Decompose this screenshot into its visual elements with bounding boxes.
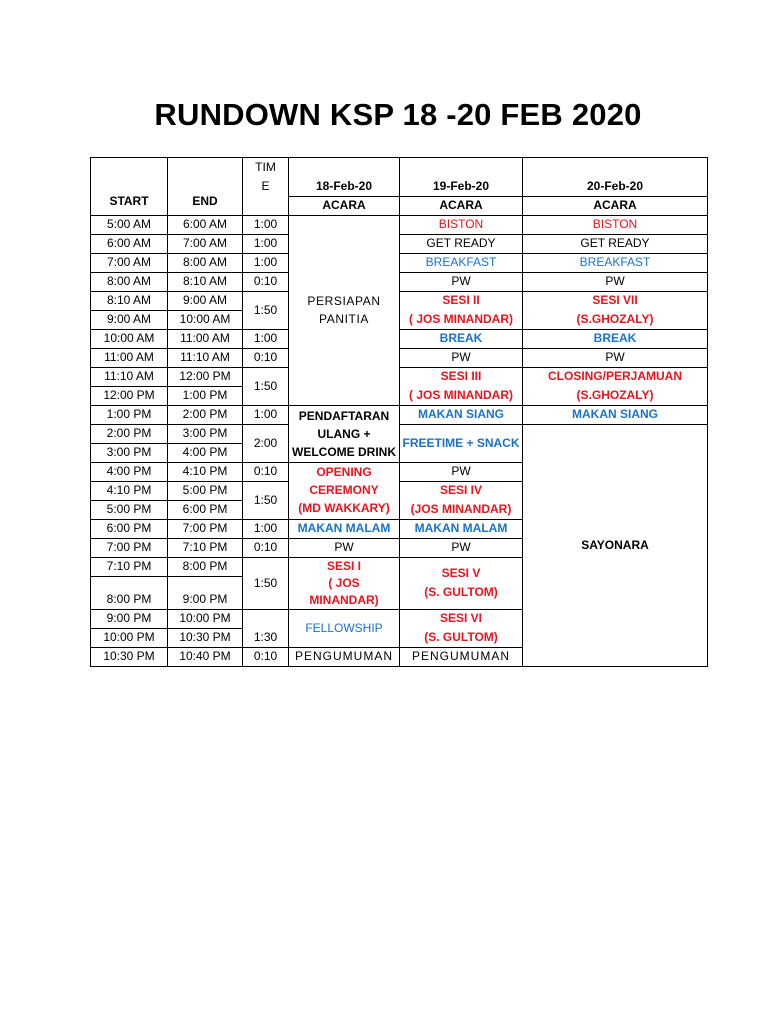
sesi-v-speaker: (S. GULTOM) xyxy=(424,585,498,599)
day1-sesi-i xyxy=(289,557,400,609)
day1-fellowship: FELLOWSHIP xyxy=(289,609,400,647)
acara-label-19: ACARA xyxy=(400,196,523,215)
cell-end: 1:00 PM xyxy=(168,386,243,405)
table-row xyxy=(91,329,708,348)
cell-start: 6:00 AM xyxy=(91,234,168,253)
cell-end: 6:00 AM xyxy=(168,215,243,234)
cell-duration: 1:30 xyxy=(243,609,289,647)
day2-freetime-snack: FREETIME + SNACK xyxy=(400,424,523,462)
cell-start: 4:10 PM xyxy=(91,481,168,500)
cell-start: 9:00 AM xyxy=(91,310,168,329)
day2-pengumuman: PENGUMUMAN xyxy=(400,647,523,666)
day1-makan-malam: MAKAN MALAM xyxy=(289,519,400,538)
cell-duration: 1:50 xyxy=(243,557,289,609)
cell-end: 10:00 PM xyxy=(168,609,243,628)
table-row xyxy=(91,272,708,291)
cell-duration: 1:00 xyxy=(243,405,289,424)
cell-end: 9:00 AM xyxy=(168,291,243,310)
header-date-20: 20-Feb-20 xyxy=(523,158,708,197)
cell-end: 7:00 AM xyxy=(168,234,243,253)
cell-end: 10:00 AM xyxy=(168,310,243,329)
cell-duration: 1:50 xyxy=(243,291,289,329)
day2-sesi-iii xyxy=(400,367,523,405)
pendaftaran-line2: ULANG + xyxy=(317,426,371,441)
day3-breakfast: BREAKFAST xyxy=(523,253,708,272)
cell-start: 10:30 PM xyxy=(91,647,168,666)
cell-end: 4:10 PM xyxy=(168,462,243,481)
table-row xyxy=(91,348,708,367)
day3-biston: BISTON xyxy=(523,215,708,234)
cell-duration: 1:00 xyxy=(243,253,289,272)
day2-sesi-ii xyxy=(400,291,523,329)
cell-duration: 1:00 xyxy=(243,519,289,538)
cell-end: 8:00 PM xyxy=(168,557,243,576)
cell-start: 5:00 PM xyxy=(91,500,168,519)
cell-duration: 1:00 xyxy=(243,215,289,234)
cell-end: 9:00 PM xyxy=(168,576,243,609)
sesi-i-speaker-line1: ( JOS xyxy=(328,575,360,590)
cell-end: 11:10 AM xyxy=(168,348,243,367)
cell-duration: 0:10 xyxy=(243,272,289,291)
cell-duration: 0:10 xyxy=(243,462,289,481)
day2-pw: PW xyxy=(400,538,523,557)
cell-start: 6:00 PM xyxy=(91,519,168,538)
cell-duration: 1:50 xyxy=(243,481,289,519)
day3-sayonara: SAYONARA xyxy=(523,424,708,666)
header-time xyxy=(243,158,289,197)
day3-closing-perjamuan xyxy=(523,367,708,405)
header-time-line1: TIM xyxy=(255,160,276,174)
day3-get-ready: GET READY xyxy=(523,234,708,253)
cell-start: 12:00 PM xyxy=(91,386,168,405)
cell-end: 3:00 PM xyxy=(168,424,243,443)
cell-end: 10:30 PM xyxy=(168,628,243,647)
day2-pw: PW xyxy=(400,272,523,291)
persiapan-line1: PERSIAPAN xyxy=(307,293,381,308)
cell-start: 2:00 PM xyxy=(91,424,168,443)
header-end: END xyxy=(168,158,243,216)
day1-persiapan-panitia xyxy=(289,215,400,405)
sesi-vii-title: SESI VII xyxy=(592,293,638,307)
page-title: RUNDOWN KSP 18 -20 FEB 2020 xyxy=(154,97,642,132)
day2-breakfast: BREAKFAST xyxy=(400,253,523,272)
day1-opening-ceremony xyxy=(289,462,400,519)
cell-duration: 0:10 xyxy=(243,647,289,666)
day3-sesi-vii xyxy=(523,291,708,329)
cell-start: 4:00 PM xyxy=(91,462,168,481)
cell-start: 8:10 AM xyxy=(91,291,168,310)
header-date-19: 19-Feb-20 xyxy=(400,158,523,197)
cell-end: 12:00 PM xyxy=(168,367,243,386)
cell-end: 8:10 AM xyxy=(168,272,243,291)
sesi-iv-title: SESI IV xyxy=(439,483,483,497)
cell-start: 11:10 AM xyxy=(91,367,168,386)
day2-makan-siang: MAKAN SIANG xyxy=(400,405,523,424)
acara-label-20: ACARA xyxy=(523,196,708,215)
cell-end: 11:00 AM xyxy=(168,329,243,348)
cell-start: 8:00 AM xyxy=(91,272,168,291)
sesi-vii-speaker: (S.GHOZALY) xyxy=(576,312,654,326)
sesi-ii-title: SESI II xyxy=(442,293,480,307)
cell-start: 11:00 AM xyxy=(91,348,168,367)
cell-start: 10:00 AM xyxy=(91,329,168,348)
header-row xyxy=(91,158,708,197)
cell-end: 5:00 PM xyxy=(168,481,243,500)
cell-duration: 1:00 xyxy=(243,234,289,253)
cell-duration: 1:00 xyxy=(243,329,289,348)
sesi-vi-speaker: (S. GULTOM) xyxy=(424,630,498,644)
table-row xyxy=(91,291,708,310)
closing-speaker: (S.GHOZALY) xyxy=(576,388,654,402)
cell-end: 6:00 PM xyxy=(168,500,243,519)
cell-duration: 0:10 xyxy=(243,348,289,367)
day2-pw: PW xyxy=(400,462,523,481)
cell-end: 2:00 PM xyxy=(168,405,243,424)
day2-sesi-v xyxy=(400,557,523,609)
header-time-line2: E xyxy=(261,179,270,193)
table-row xyxy=(91,234,708,253)
rundown-table xyxy=(90,157,708,667)
pendaftaran-line3: WELCOME DRINK xyxy=(292,444,396,459)
opening-line3: (MD WAKKARY) xyxy=(298,501,390,515)
closing-title: CLOSING/PERJAMUAN xyxy=(547,369,682,383)
cell-start: 7:00 PM xyxy=(91,538,168,557)
opening-line1: OPENING xyxy=(316,465,372,479)
cell-start: 5:00 AM xyxy=(91,215,168,234)
sesi-v-title: SESI V xyxy=(441,566,481,580)
sesi-i-speaker-line2: MINANDAR) xyxy=(309,592,379,607)
sesi-iv-speaker: (JOS MINANDAR) xyxy=(410,502,512,516)
cell-end: 7:10 PM xyxy=(168,538,243,557)
table-row xyxy=(91,367,708,386)
cell-duration: 1:50 xyxy=(243,367,289,405)
day3-pw: PW xyxy=(523,348,708,367)
sesi-iii-speaker: ( JOS MINANDAR) xyxy=(409,388,513,402)
day3-makan-siang: MAKAN SIANG xyxy=(523,405,708,424)
opening-line2: CEREMONY xyxy=(309,483,379,497)
persiapan-line2: PANITIA xyxy=(319,311,369,326)
cell-duration: 2:00 xyxy=(243,424,289,462)
day2-sesi-iv xyxy=(400,481,523,519)
day1-pendaftaran-ulang xyxy=(289,405,400,462)
sesi-vi-title: SESI VI xyxy=(439,611,483,625)
acara-label-18: ACARA xyxy=(289,196,400,215)
day2-sesi-vi xyxy=(400,609,523,647)
cell-start: 8:00 PM xyxy=(91,576,168,609)
pendaftaran-line1: PENDAFTARAN xyxy=(298,408,390,423)
sesi-iii-title: SESI III xyxy=(440,369,482,383)
day3-break: BREAK xyxy=(523,329,708,348)
cell-duration: 0:10 xyxy=(243,538,289,557)
cell-start: 10:00 PM xyxy=(91,628,168,647)
sesi-i-title: SESI I xyxy=(326,558,361,573)
cell-start: 9:00 PM xyxy=(91,609,168,628)
rundown-body xyxy=(91,158,708,667)
header-time-blank xyxy=(243,196,289,215)
table-row xyxy=(91,253,708,272)
day2-biston: BISTON xyxy=(400,215,523,234)
cell-start: 7:00 AM xyxy=(91,253,168,272)
header-start: START xyxy=(91,158,168,216)
cell-start: 3:00 PM xyxy=(91,443,168,462)
day2-get-ready: GET READY xyxy=(400,234,523,253)
day1-pengumuman: PENGUMUMAN xyxy=(289,647,400,666)
table-row xyxy=(91,424,708,443)
cell-end: 10:40 PM xyxy=(168,647,243,666)
day2-break: BREAK xyxy=(400,329,523,348)
cell-end: 4:00 PM xyxy=(168,443,243,462)
day2-makan-malam: MAKAN MALAM xyxy=(400,519,523,538)
sesi-ii-speaker: ( JOS MINANDAR) xyxy=(409,312,513,326)
table-row xyxy=(91,405,708,424)
header-date-18: 18-Feb-20 xyxy=(289,158,400,197)
cell-end: 7:00 PM xyxy=(168,519,243,538)
day3-pw: PW xyxy=(523,272,708,291)
day1-pw: PW xyxy=(289,538,400,557)
cell-start: 7:10 PM xyxy=(91,557,168,576)
cell-start: 1:00 PM xyxy=(91,405,168,424)
cell-end: 8:00 AM xyxy=(168,253,243,272)
table-row xyxy=(91,215,708,234)
day2-pw: PW xyxy=(400,348,523,367)
